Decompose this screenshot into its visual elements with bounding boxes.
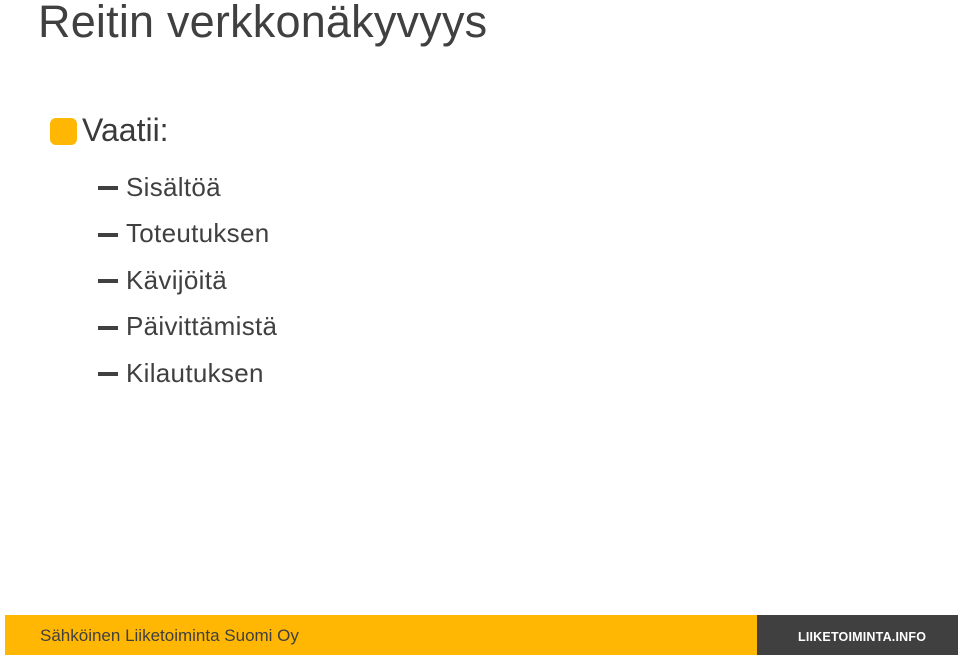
list-item (98, 257, 277, 304)
sub-bullet-text: Kävijöitä (126, 264, 227, 295)
sub-bullet-text: Kilautuksen (126, 357, 264, 388)
bullet-text: Vaatii: (82, 112, 169, 148)
footer-company-bar (5, 615, 757, 655)
dash-bullet-icon (98, 186, 118, 190)
slide-title: Reitin verkkonäkyvyys (38, 0, 488, 47)
footer-site-logo: LIIKETOIMINTA.INFO (798, 629, 927, 644)
sub-bullet-list (98, 164, 277, 397)
dash-bullet-icon (98, 233, 118, 237)
list-item (98, 350, 277, 397)
dash-bullet-icon (98, 279, 118, 283)
sub-bullet-text: Sisältöä (126, 171, 221, 202)
list-item (98, 304, 277, 351)
dash-bullet-icon (98, 372, 118, 376)
dash-bullet-icon (98, 326, 118, 330)
footer-company-name: Sähköinen Liiketoiminta Suomi Oy (40, 626, 299, 645)
square-bullet-icon (50, 118, 77, 145)
list-item (98, 211, 277, 258)
list-item (98, 164, 277, 211)
sub-bullet-text: Toteutuksen (126, 218, 270, 249)
bullet-item (50, 112, 169, 149)
sub-bullet-text: Päivittämistä (126, 311, 278, 342)
footer-site-bar (757, 615, 958, 655)
